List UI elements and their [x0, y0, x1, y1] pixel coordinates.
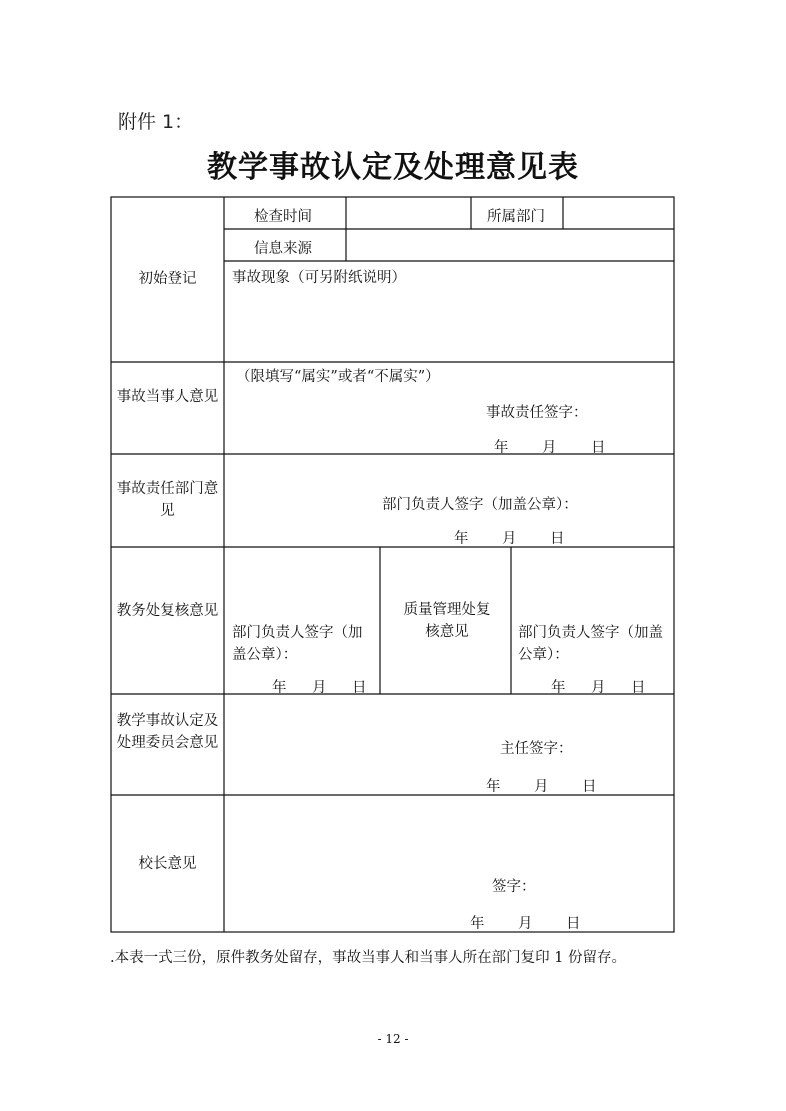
department-label: 所属部门 — [487, 209, 545, 225]
initial-registration-label: 初始登记 — [138, 271, 197, 287]
date-year: 年 — [272, 680, 287, 696]
date-month: 月 — [312, 680, 327, 696]
date-year: 年 — [454, 531, 469, 547]
principal-signature-label: 签字： — [492, 879, 536, 895]
committee-signature-label: 主任签字： — [500, 741, 573, 757]
committee-opinion-label: 教学事故认定及处理委员会意见 — [116, 713, 219, 751]
date-month: 月 — [591, 680, 606, 696]
info-source-field[interactable] — [348, 231, 672, 259]
form-title: 教学事故认定及处理意见表 — [207, 150, 579, 185]
party-signature-label: 事故责任签字： — [486, 405, 588, 421]
date-month: 月 — [502, 531, 517, 547]
page-number: - 12 - — [377, 1032, 409, 1046]
date-day: 日 — [631, 680, 646, 696]
quality-review-label: 质量管理处复核意见 — [403, 602, 491, 640]
date-year: 年 — [494, 440, 509, 456]
date-day: 日 — [591, 440, 606, 456]
date-year: 年 — [470, 916, 485, 932]
date-year: 年 — [486, 779, 501, 795]
principal-opinion-label: 校长意见 — [138, 856, 197, 872]
date-day: 日 — [352, 680, 367, 696]
footnote: .本表一式三份，原件教务处留存，事故当事人和当事人所在部门复印 1 份留存。 — [110, 950, 627, 966]
incident-field[interactable] — [226, 286, 672, 360]
attachment-label: 附件 1： — [118, 111, 194, 133]
department-field[interactable] — [565, 199, 672, 227]
check-time-label: 检查时间 — [254, 209, 312, 225]
date-year: 年 — [551, 680, 566, 696]
academic-affairs-review-label: 教务处复核意见 — [116, 603, 219, 619]
date-day: 日 — [550, 531, 565, 547]
date-day: 日 — [566, 916, 581, 932]
date-month: 月 — [534, 779, 549, 795]
dept-opinion-label: 事故责任部门意见 — [116, 481, 219, 519]
incident-label: 事故现象（可另附纸说明） — [232, 270, 406, 286]
party-opinion-instruction: （限填写“属实”或者“不属实”） — [236, 369, 440, 385]
date-day: 日 — [582, 779, 597, 795]
date-month: 月 — [518, 916, 533, 932]
academic-affairs-signature-label: 部门负责人签字（加盖公章）： — [232, 625, 363, 663]
check-time-field[interactable] — [348, 199, 469, 227]
date-month: 月 — [542, 440, 557, 456]
dept-signature-label: 部门负责人签字（加盖公章）： — [382, 497, 578, 513]
party-opinion-label: 事故当事人意见 — [116, 389, 219, 405]
info-source-label: 信息来源 — [254, 241, 312, 257]
quality-signature-label: 部门负责人签字（加盖公章）： — [518, 625, 663, 663]
